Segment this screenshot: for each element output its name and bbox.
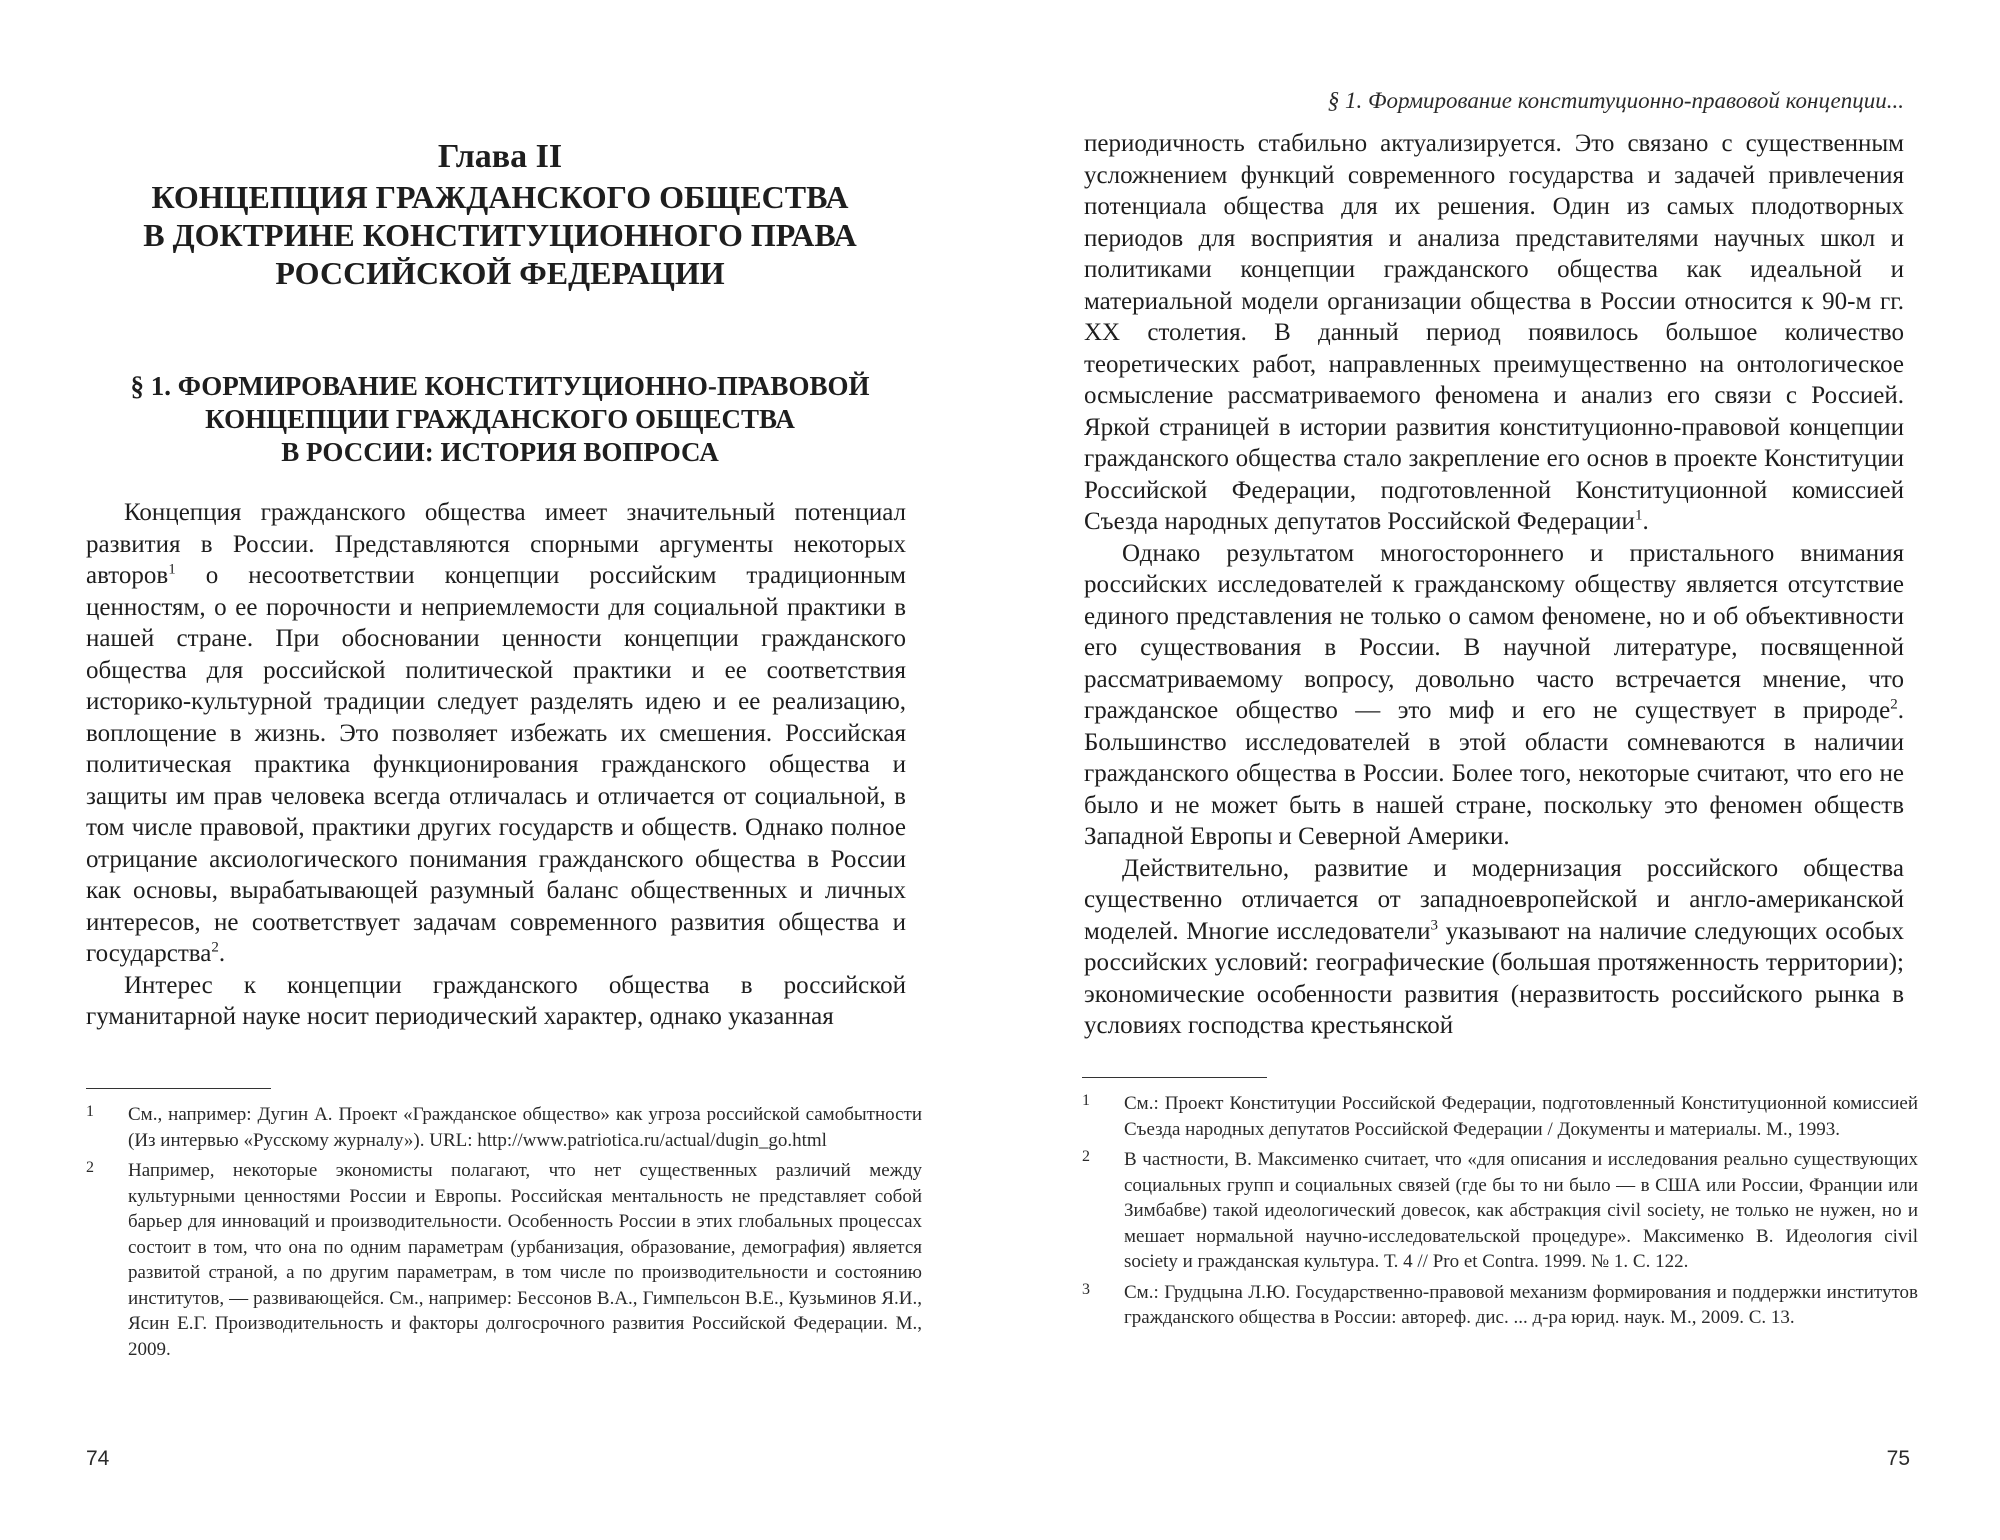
footnote-text: См.: Проект Конституции Российской Федерации, подготовленный Конституционной комиссией Съезда народных депутатов Российской Федерации / Документы и материалы. М., 1993.: [1124, 1093, 1918, 1140]
chapter-title-line: КОНЦЕПЦИЯ ГРАЖДАНСКОГО ОБЩЕСТВА: [151, 179, 849, 215]
section-title-line: В РОССИИ: ИСТОРИЯ ВОПРОСА: [281, 437, 719, 467]
footnote-text: В частности, В. Максименко считает, что «для описания и исследования реально существующих социальных групп и социальных связей (где бы то ни было — в США или России, Франции или Зимбабве) такой идеологический довесок, как абстракция civil society, не только не нужен, но и мешает нормальной научно-исследовательской процедуре». Максименко В. Идеология civil society и гражданская культура. Т. 4 // Pro et Contra. 1999. № 1. С. 122.: [1124, 1149, 1918, 1272]
section-title: [0, 370, 1000, 469]
footnote-text: Например, некоторые экономисты полагают, что нет существенных различий между культурными ценностями России и Европы. Российская ментальность не представляет собой барьер для инноваций и производительности. Особенность России в этих глобальных процессах состоит в том, что она по одним параметрам (урбанизация, образование, демография) является развитой страной, а по другим параметрам, в том числе по производительности и состоянию институтов, — развивающейся. См., например: Бессонов В.А., Гимпельсон В.Е., Кузьминов Я.И., Ясин Е.Г. Производительность и факторы долгосрочного развития Российской Федерации. М., 2009.: [128, 1160, 922, 1360]
paragraph: Концепция гражданского общества имеет значительный потенциал развития в России. Представляются спорными аргументы некоторых авторов$^1$ о несоответствии концепции российским традиционным ценностям, о ее порочности и неприемлемости для социальной практики в нашей стране. При обосновании ценности концепции гражданского общества для российской политической практики и ее соответствия историко-культурной традиции следует разделять идею и ее реализацию, воплощение в жизнь. Это позволяет избежать их смешения. Российская политическая практика функционирования гражданского общества и защиты им прав человека всегда отличалась и отличается от социальной, в том числе правовой, практики других государств и обществ. Однако полное отрицание аксиологического понимания гражданского общества в России как основы, вырабатывающей разумный баланс общественных и личных интересов, не соответствует задачам современного развития общества и государства$^2$.: [86, 499, 906, 967]
footnote-number: 2: [86, 1159, 94, 1176]
page-number: 74: [86, 1447, 110, 1470]
footnote-ref: 3: [1430, 917, 1438, 934]
footnotes: [86, 1102, 922, 1367]
footnote-ref: 1: [168, 561, 176, 578]
running-header: § 1. Формирование конституционно-правовой концепции...: [1327, 88, 1904, 113]
chapter-title-line: РОССИЙСКОЙ ФЕДЕРАЦИИ: [275, 255, 725, 291]
footnote-text: См., например: Дугин А. Проект «Гражданское общество» как угроза российской самобытности (Из интервью «Русскому журналу»). URL: http://www.patriotica.ru/actual/dugin_go.html: [128, 1104, 922, 1151]
footnote-number: 3: [1082, 1280, 1090, 1298]
paragraph: Однако результатом многостороннего и пристального внимания российских исследователей к гражданскому обществу является отсутствие единого представления не только о самом феномене, но и об объективности его существования в России. В научной литературе, посвященной рассматриваемому вопросу, довольно часто встречается мнение, что гражданское общество — это миф и его не существует в природе$^2$. Большинство исследователей в этой области сомневаются в наличии гражданского общества в России. Более того, некоторые считают, что его не было и не может быть в нашей стране, поскольку это феномен обществ Западной Европы и Северной Америки.: [1084, 539, 1904, 850]
footnote-divider: [86, 1088, 271, 1089]
footnote-ref: 2: [1890, 696, 1898, 713]
footnote: [1082, 1280, 1918, 1331]
footnotes: [1082, 1091, 1918, 1336]
section-title-line: § 1. ФОРМИРОВАНИЕ КОНСТИТУЦИОННО-ПРАВОВОЙ: [130, 371, 870, 401]
footnote-number: 1: [1082, 1092, 1090, 1109]
footnote-ref: 2: [211, 939, 219, 956]
paragraph: периодичность стабильно актуализируется. Это связано с существенным усложнением функций современного государства и задачей привлечения потенциала общества для их решения. Один из самых плодотворных периодов для восприятия и анализа представителями научных школ и политиками концепции гражданского общества как идеальной и материальной модели организации общества в России относится к 90-м гг. XX столетия. В данный период появилось большое количество теоретических работ, направленных преимущественно на онтологическое осмысление рассматриваемого феномена и анализ его связи с Россией. Яркой страницей в истории развития конституционно-правовой концепции гражданского общества стало закрепление его основ в проекте Конституции Российской Федерации, подготовленной Конституционной комиссией Съезда народных депутатов Российской Федерации$^1$.: [1084, 130, 1904, 535]
page-number: 75: [1886, 1447, 1910, 1470]
footnote: [1082, 1091, 1918, 1142]
footnote-text: См.: Грудцына Л.Ю. Государственно-правовой механизм формирования и поддержки институтов гражданского общества в России: автореф. дис. ... д-ра юрид. наук. М., 2009. С. 13.: [1124, 1281, 1918, 1328]
body-text: [86, 497, 906, 1033]
chapter-label: Глава II: [437, 138, 563, 175]
footnote-divider: [1082, 1077, 1267, 1078]
footnote-ref: 1: [1634, 507, 1643, 524]
paragraph: Интерес к концепции гражданского общества в российской гуманитарной науке носит периодический характер, однако указанная: [86, 971, 906, 1030]
footnote-number: 1: [86, 1103, 94, 1120]
chapter-title-line: В ДОКТРИНЕ КОНСТИТУЦИОННОГО ПРАВА: [143, 217, 857, 253]
footnote-number: 2: [1082, 1148, 1090, 1165]
body-text: [1084, 128, 1904, 1042]
footnote: [86, 1102, 922, 1153]
footnote: [1082, 1147, 1918, 1275]
footnote: [86, 1158, 922, 1362]
chapter-title: [0, 178, 1000, 292]
right-page: [1000, 0, 2000, 1540]
paragraph: Действительно, развитие и модернизация российского общества существенно отличается от западноевропейской и англо-американской моделей. Многие исследователи$^3$ указывают на наличие следующих особых российских условий: географические (большая протяженность территории); экономические особенности развития (неразвитость российского рынка в условиях господства крестьянской: [1084, 854, 1904, 1039]
section-title-line: КОНЦЕПЦИИ ГРАЖДАНСКОГО ОБЩЕСТВА: [205, 404, 795, 434]
